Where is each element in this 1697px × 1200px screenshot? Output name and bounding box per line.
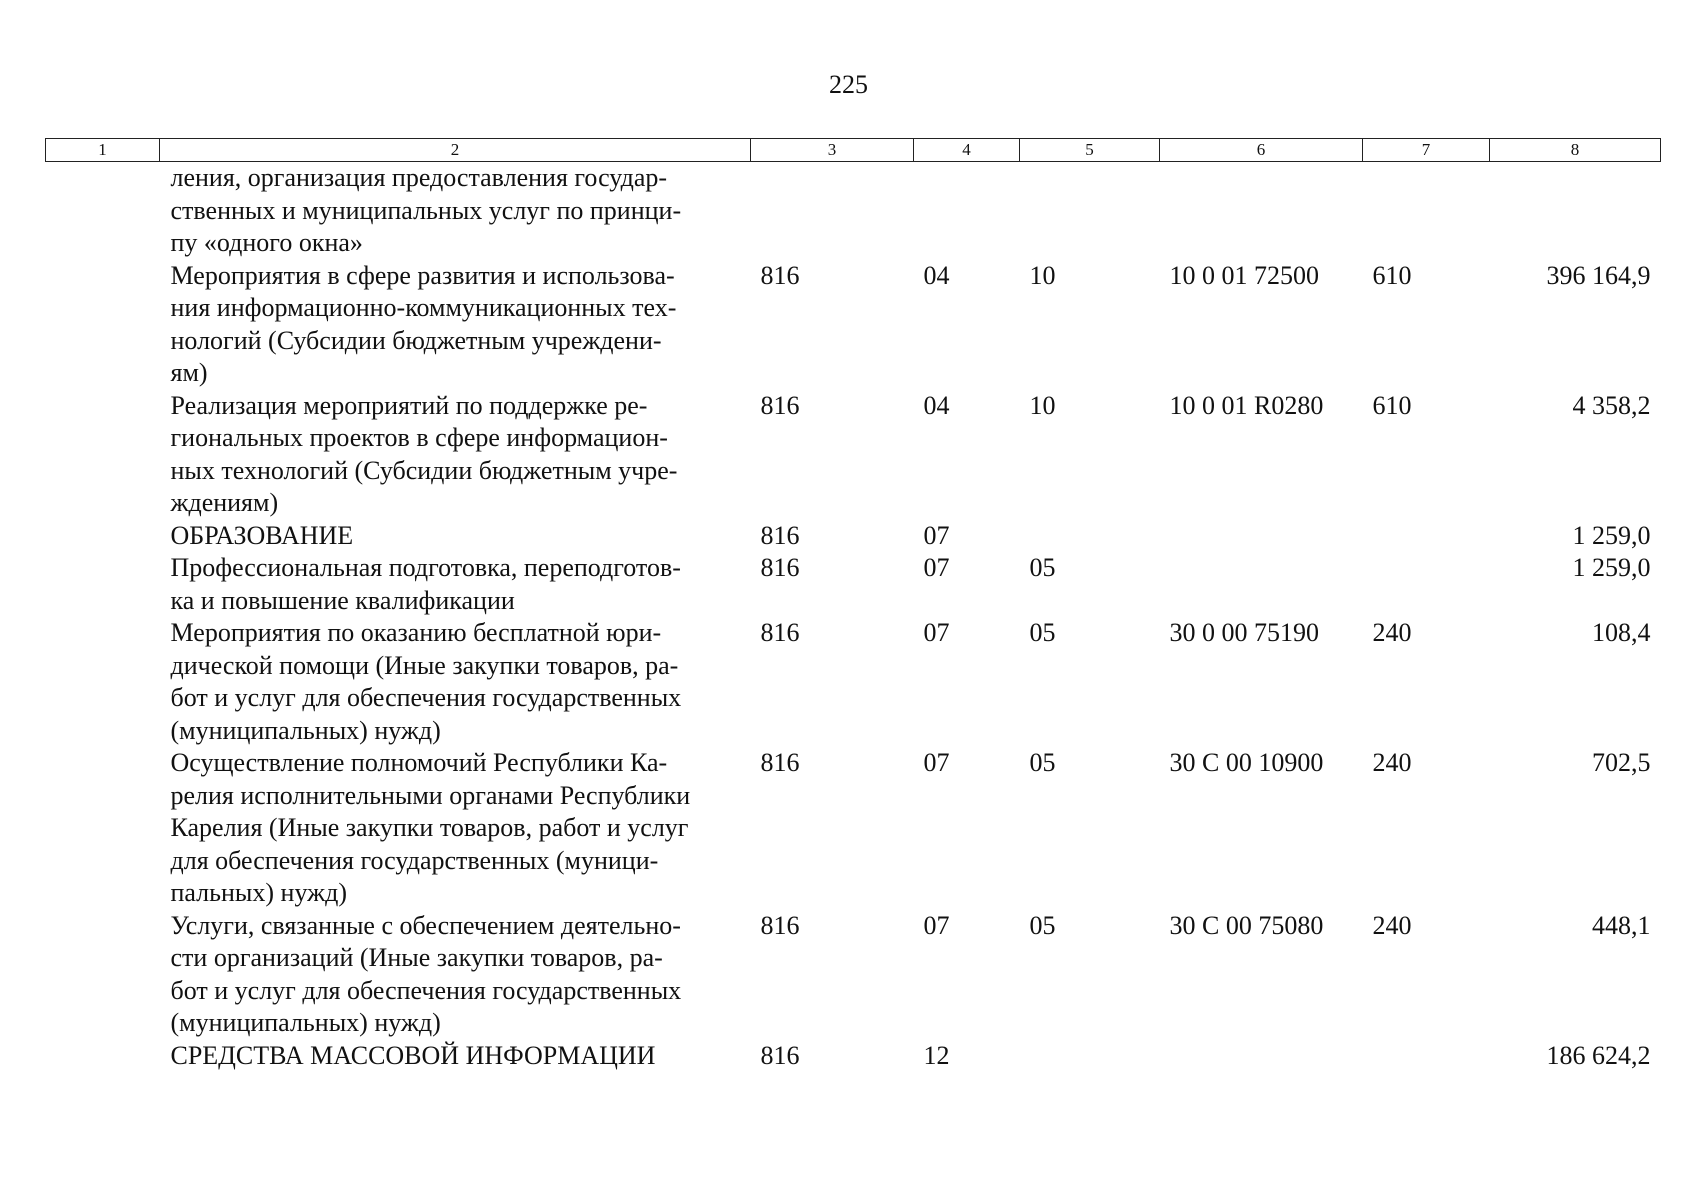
cell-amount: 186 624,2 (1546, 1040, 1651, 1070)
cell-blank (46, 162, 160, 260)
name-line: сти организаций (Иные закупки товаров, ра- (170, 943, 663, 972)
table-row (46, 390, 1661, 520)
cell-gov-code: 816 (760, 520, 800, 550)
name-line: пу «одного окна» (170, 228, 363, 257)
cell-target-article: 10 0 01 R0280 (1169, 390, 1324, 420)
cell-subsection (1020, 1040, 1160, 1073)
name-line: нологий (Субсидии бюджетным учреждени- (170, 325, 662, 355)
name-line: пальных) нужд) (170, 878, 347, 907)
cell-gov-code: 816 (760, 260, 800, 290)
cell-target-article: 30 0 00 75190 (1169, 618, 1319, 647)
cell-target-article: 10 0 01 72500 (1169, 260, 1319, 290)
cell-expense-type (1363, 1040, 1490, 1073)
cell-blank (46, 260, 160, 390)
cell-section: 07 (923, 553, 950, 582)
cell-subsection: 05 (1029, 748, 1056, 777)
name-line: Мероприятия по оказанию бесплатной юри- (170, 618, 662, 647)
cell-blank (46, 520, 160, 553)
page-number: 225 (829, 70, 868, 99)
cell-blank (46, 1040, 160, 1073)
budget-table (45, 138, 1661, 1072)
table-row (46, 520, 1661, 553)
name-line: ОБРАЗОВАНИЕ (170, 520, 354, 550)
name-line: ния информационно-коммуникационных тех- (170, 293, 677, 322)
table-body (46, 162, 1661, 1073)
cell-subsection (1020, 520, 1160, 553)
cell-section: 07 (923, 618, 950, 647)
cell-expense-type: 610 (1372, 390, 1412, 420)
cell-section: 07 (923, 520, 950, 550)
cell-name (160, 162, 751, 260)
column-header-6: 6 (1160, 139, 1363, 162)
name-line: Карелия (Иные закупки товаров, работ и услуг (170, 813, 689, 842)
column-header-8: 8 (1490, 139, 1661, 162)
cell-expense-type: 240 (1372, 748, 1412, 777)
cell-target-article (1160, 552, 1363, 617)
cell-blank (46, 617, 160, 747)
cell-blank (46, 747, 160, 910)
cell-expense-type (1363, 552, 1490, 617)
column-header-1: 1 (46, 139, 160, 162)
cell-subsection: 10 (1029, 260, 1056, 290)
name-line: гиональных проектов в сфере информацион- (170, 423, 668, 452)
column-header-3: 3 (751, 139, 914, 162)
cell-name (160, 390, 751, 520)
name-line: бот и услуг для обеспечения государственных (170, 683, 682, 712)
column-header-7: 7 (1363, 139, 1490, 162)
cell-name (160, 260, 751, 390)
name-line: Осуществление полномочий Республики Ка- (170, 748, 668, 777)
cell-gov-code: 816 (760, 618, 800, 647)
name-line: для обеспечения государственных (муници- (170, 845, 659, 875)
cell-subsection: 05 (1029, 553, 1056, 582)
cell-gov-code: 816 (760, 748, 800, 777)
cell-section: 04 (923, 390, 950, 420)
cell-name (160, 910, 751, 1040)
cell-subsection (1020, 162, 1160, 260)
cell-amount: 1 259,0 (1572, 520, 1651, 550)
cell-amount: 448,1 (1592, 910, 1651, 940)
cell-expense-type (1363, 162, 1490, 260)
name-line: Реализация мероприятий по поддержке ре- (170, 390, 648, 420)
cell-amount (1490, 162, 1661, 260)
cell-blank (46, 390, 160, 520)
cell-section: 07 (923, 748, 950, 777)
cell-expense-type: 610 (1372, 260, 1412, 290)
cell-expense-type: 240 (1372, 618, 1412, 647)
name-line: Профессиональная подготовка, переподготов- (170, 553, 681, 582)
table-row (46, 162, 1661, 260)
cell-subsection: 05 (1029, 910, 1056, 940)
table-row (46, 747, 1661, 910)
name-line: Мероприятия в сфере развития и использова- (170, 260, 675, 290)
cell-section (914, 162, 1020, 260)
column-header-4: 4 (914, 139, 1020, 162)
table-row (46, 910, 1661, 1040)
name-line: (муниципальных) нужд) (170, 715, 441, 745)
cell-gov-code: 816 (760, 1040, 800, 1070)
table-row (46, 617, 1661, 747)
cell-name (160, 552, 751, 617)
column-header-5: 5 (1020, 139, 1160, 162)
cell-amount: 1 259,0 (1572, 553, 1651, 582)
name-line: бот и услуг для обеспечения государственных (170, 975, 682, 1005)
cell-target-article (1160, 520, 1363, 553)
cell-gov-code: 816 (760, 390, 800, 420)
cell-amount: 396 164,9 (1546, 260, 1651, 290)
name-line: Услуги, связанные с обеспечением деятельно- (170, 910, 681, 940)
cell-subsection: 10 (1029, 390, 1056, 420)
name-line: ственных и муниципальных услуг по принци- (170, 195, 682, 225)
cell-target-article: 30 С 00 10900 (1169, 748, 1324, 777)
cell-target-article (1160, 162, 1363, 260)
name-line: ка и повышение квалификации (170, 585, 515, 615)
table-row (46, 1040, 1661, 1073)
cell-gov-code: 816 (760, 910, 800, 940)
name-line: (муниципальных) нужд) (170, 1008, 441, 1037)
cell-section: 12 (923, 1040, 950, 1070)
cell-target-article (1160, 1040, 1363, 1073)
cell-amount: 702,5 (1592, 748, 1651, 777)
cell-gov-code: 816 (760, 553, 800, 582)
cell-name (160, 617, 751, 747)
name-line: ям) (170, 358, 208, 387)
cell-name (160, 520, 751, 553)
cell-blank (46, 910, 160, 1040)
cell-section: 04 (923, 260, 950, 290)
cell-section: 07 (923, 910, 950, 940)
name-line: ления, организация предоставления государ- (170, 163, 668, 192)
table-row (46, 260, 1661, 390)
table-row (46, 552, 1661, 617)
cell-expense-type: 240 (1372, 910, 1412, 940)
cell-amount: 4 358,2 (1572, 390, 1651, 420)
cell-gov-code (751, 162, 914, 260)
name-line: релия исполнительными органами Республики (170, 780, 691, 810)
cell-name (160, 747, 751, 910)
header-row (46, 139, 1661, 162)
name-line: дической помощи (Иные закупки товаров, ра- (170, 650, 679, 680)
cell-name (160, 1040, 751, 1073)
cell-target-article: 30 С 00 75080 (1169, 910, 1324, 940)
column-header-2: 2 (160, 139, 751, 162)
cell-subsection: 05 (1029, 618, 1056, 647)
table-header (46, 139, 1661, 162)
cell-blank (46, 552, 160, 617)
name-line: ждениям) (170, 488, 279, 517)
cell-amount: 108,4 (1592, 618, 1651, 647)
name-line: СРЕДСТВА МАССОВОЙ ИНФОРМАЦИИ (170, 1040, 656, 1070)
name-line: ных технологий (Субсидии бюджетным учре- (170, 455, 678, 485)
cell-expense-type (1363, 520, 1490, 553)
